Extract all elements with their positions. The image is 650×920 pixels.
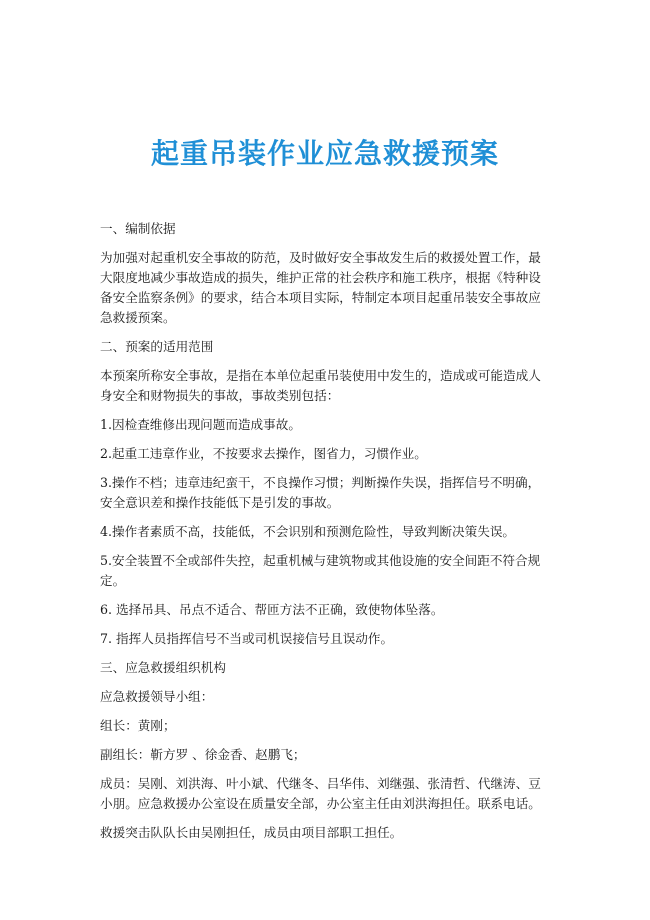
section-heading-scope: 二、预案的适用范围 bbox=[100, 339, 214, 354]
accident-item-3: 3.操作不档；违章违纪蛮干，不良操作习惯；判断操作失误，指挥信号不明确，安全意识差和操作技能低下是引发的事故。 bbox=[100, 475, 541, 510]
accident-item-5: 5.安全装置不全或部件失控，起重机械与建筑物或其他设施的安全间距不符合规定。 bbox=[100, 553, 541, 588]
accident-item-6: 6. 选择吊具、吊点不适合、帮匝方法不正确，致使物体坠落。 bbox=[100, 602, 444, 617]
paragraph-scope: 本预案所称安全事故，是指在本单位起重吊装使用中发生的，造成或可能造成人身安全和财物损失的事故，事故类别包括： bbox=[100, 368, 541, 403]
section-heading-basis: 一、编制依据 bbox=[100, 221, 176, 236]
accident-item-2: 2.起重工违章作业，不按要求去操作，图省力，习惯作业。 bbox=[100, 446, 427, 461]
deputy-leaders: 副组长：靳方罗 、徐金香、赵鹏飞； bbox=[100, 747, 306, 762]
document-title: 起重吊装作业应急救援预案 bbox=[150, 137, 499, 170]
section-heading-organization: 三、应急救援组织机构 bbox=[100, 660, 226, 675]
group-leader: 组长：黄刚； bbox=[100, 718, 176, 733]
accident-item-1: 1.因检查维修出现问题而造成事故。 bbox=[100, 417, 301, 432]
accident-item-7: 7. 指挥人员指挥信号不当或司机误接信号且误动作。 bbox=[100, 631, 394, 646]
accident-item-4: 4.操作者素质不高，技能低，不会识别和预测危险性，导致判断决策失误。 bbox=[100, 524, 516, 539]
document-body bbox=[100, 219, 552, 852]
leader-group-label: 应急救援领导小组： bbox=[100, 689, 214, 704]
paragraph-basis: 为加强对起重机安全事故的防范，及时做好安全事故发生后的救援处置工作，最大限度地减少事故造成的损失，维护正常的社会秩序和施工秩序，根据《特种设备安全监察条例》的要求，结合本项目实际，特制定本项目起重吊装安全事故应急救援预案。 bbox=[100, 250, 541, 325]
group-members: 成员：吴刚、刘洪海、叶小斌、代继冬、吕华伟、刘继强、张清哲、代继涛、豆小朋。应急救援办公室设在质量安全部，办公室主任由刘洪海担任。联系电话。 bbox=[100, 776, 541, 811]
rescue-team: 救援突击队队长由吴刚担任，成员由项目部职工担任。 bbox=[100, 825, 403, 840]
